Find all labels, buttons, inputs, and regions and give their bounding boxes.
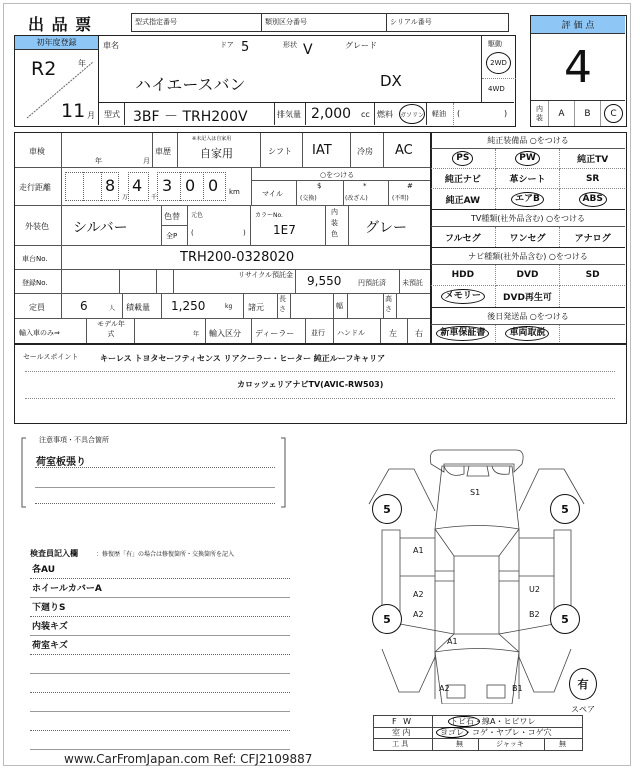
equipment-option-label: PS (452, 151, 473, 166)
equipment-option-label: ワンセグ (509, 233, 546, 244)
interior-grade-row (531, 100, 625, 125)
km-unit: km (229, 188, 240, 196)
displacement-unit: cc (361, 110, 370, 119)
chassis-number: TRH200-0328020 (180, 250, 295, 265)
month-unit: 月 (87, 111, 95, 120)
equipment-option (431, 325, 496, 342)
model-year-label: モデル年式 (97, 320, 125, 338)
left-handle-option: 左 (389, 329, 397, 338)
mileage-label: 走行距離 (19, 183, 51, 192)
mark-star-sub: (改ざん) (345, 195, 368, 202)
mileage-mark-header: ○をつける (320, 171, 355, 179)
mile-label: マイル (262, 190, 283, 198)
interior-grade-c-selected: C (604, 104, 623, 123)
equipment-option (496, 169, 561, 189)
equipment-option (431, 169, 496, 189)
inspection-label: 車検 (29, 147, 45, 156)
recycle-paid: 円預託済 (358, 279, 386, 287)
equipment-grid (431, 149, 625, 209)
odometer-digit: 3 (162, 176, 173, 195)
inspector-sublabel: ：修復歴「有」の場合は修復箇所・交換箇所を記入 (96, 551, 235, 558)
equipment-option (560, 265, 625, 286)
man-unit: 万 (122, 194, 129, 201)
registration-label: 初年度登録 (15, 36, 99, 50)
registration-month: 11 (61, 100, 86, 122)
equipment-option-label: DVD (516, 270, 539, 280)
car-name-label: 車名 (103, 41, 119, 50)
equipment-option-label: 新車保証書 (436, 326, 489, 341)
odometer-digit: 0 (208, 176, 219, 195)
sales-points-line-2: カロッツェリアナビTV(AVIC-RW503) (237, 380, 384, 389)
color-no-label: カラーNo. (255, 212, 283, 219)
equipment-option (560, 149, 625, 169)
orig-paren-close: ) (243, 229, 246, 237)
interior-color: グレー (365, 220, 407, 236)
equipment-option (496, 286, 561, 307)
serial-label: シリアル番号 (390, 18, 432, 26)
jack-value: 無 (559, 740, 566, 748)
equipment-option (496, 189, 561, 209)
equipment-option-label: 純正TV (577, 155, 609, 165)
interior-grade-label: 内装 (531, 101, 549, 126)
equipment-option-label: エアB (511, 192, 544, 207)
equipment-option-label: 純正ナビ (444, 175, 481, 185)
interior-condition-value: ヨゴレ・コゲ・ヤブレ・コゲ穴 (440, 728, 552, 737)
equipment-option-label: 純正AW (445, 195, 481, 206)
damage-mark: S1 (470, 488, 481, 497)
equipment-option-label: 車両取説 (505, 326, 549, 341)
equipment-option (431, 149, 496, 169)
registration-date (15, 50, 99, 125)
handle-label: ハンドル (337, 329, 365, 337)
navi-header: ナビ種類(社外品含む) ○をつける (431, 247, 625, 265)
recycle-amount: 9,550 (307, 274, 342, 288)
equipment-option (431, 227, 496, 247)
ac-value: AC (395, 143, 413, 158)
equipment-option-label: 革シート (509, 175, 546, 185)
import-only-label: 輸入車のみ⇒ (19, 329, 60, 337)
equipment-option (496, 265, 561, 286)
mark-hash: # (407, 182, 413, 190)
load-unit: kg (225, 303, 233, 310)
recycle-unpaid: 未預託 (402, 279, 423, 287)
equipment-option (560, 169, 625, 189)
height-label: 高さ (385, 295, 392, 313)
category-number-label: 類別区分番号 (265, 18, 307, 26)
sales-points-box (14, 344, 627, 424)
equipment-option (431, 265, 496, 286)
equipment-option (560, 227, 625, 247)
inspector-line: 荷室キズ (32, 641, 68, 651)
fuel-gasoline-option: ガソリン (399, 104, 425, 124)
vehicle-info-box (14, 35, 516, 127)
right-handle-option: 右 (415, 329, 423, 338)
watermark: www.CarFromJapan.com Ref: CFJ2109887 (64, 752, 313, 766)
spec-label: 諸元 (248, 303, 264, 312)
capacity-unit: 人 (109, 305, 116, 312)
grade: DX (380, 72, 402, 90)
displacement-label: 排気量 (277, 110, 301, 119)
tire-tread-mark: 5 (372, 494, 402, 524)
fuel-label: 燃料 (377, 110, 393, 119)
notes-box (21, 437, 286, 509)
shift-value: IAT (312, 143, 332, 158)
condition-table (373, 715, 583, 751)
navi-grid (431, 265, 625, 307)
drive-4wd-option: 4WD (488, 85, 505, 93)
equipment-option (496, 149, 561, 169)
exterior-color: シルバー (73, 220, 128, 236)
model-code: 3BF － TRH200V (133, 109, 248, 125)
details-table (14, 132, 432, 344)
damage-mark: U2 (529, 585, 540, 594)
body-shape: V (303, 42, 313, 58)
displacement: 2,000 (311, 106, 352, 122)
mark-dollar-sub: (交換) (300, 195, 317, 202)
damage-mark: A2 (413, 610, 424, 619)
grade-label: グレード (345, 41, 377, 50)
score-box (530, 15, 627, 127)
drive-label: 駆動 (488, 40, 502, 48)
tools-value: 無 (456, 740, 463, 748)
inspector-line: 下廻りS (32, 603, 66, 613)
odometer-digit: 8 (105, 176, 116, 195)
inspector-line: 内装キズ (32, 622, 68, 632)
door-count: 5 (241, 40, 250, 55)
score-label: 評 価 点 (531, 16, 625, 34)
notes-line-1: 荷室板張り (36, 457, 86, 468)
drive-column (481, 36, 515, 102)
ac-label: 冷房 (357, 147, 373, 156)
year-unit: 年 (78, 59, 86, 68)
damage-mark: A1 (413, 546, 424, 555)
equipment-option (496, 325, 561, 342)
recycle-label: リサイクル預託金 (237, 271, 293, 279)
tire-tread-mark: 5 (550, 604, 580, 634)
spare-label: スペア (571, 705, 595, 714)
fw-label: F W (392, 717, 414, 726)
damage-mark: B1 (512, 684, 523, 693)
tire-tread-mark: 5 (372, 604, 402, 634)
tv-header: TV種類(社外品含む) ○をつける (431, 209, 625, 227)
tv-grid (431, 227, 625, 247)
equipment-option (560, 286, 625, 307)
import-type-label: 輸入区分 (209, 329, 241, 338)
orig-paren-open: ( (191, 229, 194, 237)
equipment-table (430, 132, 627, 344)
later-grid (431, 325, 625, 342)
equipment-option (431, 286, 496, 307)
damage-mark: A2 (439, 684, 450, 693)
later-header: 後日発送品 ○をつける (431, 307, 625, 325)
diesel-paren-open: ( (457, 109, 461, 118)
equipment-option-label: ABS (579, 192, 607, 207)
all-paint-label: 全P (166, 232, 178, 240)
load-label: 積載量 (126, 303, 150, 312)
model-year-unit: 年 (193, 331, 200, 338)
damage-mark: A2 (413, 590, 424, 599)
exterior-color-label: 外装色 (25, 222, 49, 231)
chassis-label: 車台No. (22, 255, 48, 263)
notes-label: 注意事項・不具合箇所 (39, 436, 109, 444)
sen-unit: 千 (151, 194, 158, 201)
shift-label: シフト (268, 147, 292, 156)
equipment-option-label: メモリー (441, 289, 485, 304)
drive-2wd-option: 2WD (486, 52, 511, 74)
equipment-option-label: SD (585, 270, 600, 280)
inspection-year-unit: 年 (95, 157, 102, 165)
jack-label: ジャッキ (496, 740, 524, 748)
interior-grade-a: A (549, 101, 575, 126)
mark-dollar: $ (317, 182, 322, 190)
equipment-header: 純正装備品 ○をつける (431, 133, 625, 149)
sheet-title: 出 品 票 (28, 15, 93, 34)
score-value: 4 (564, 41, 592, 93)
sales-points-label: セールスポイント (23, 353, 79, 361)
reg-no-label: 登録No. (22, 279, 48, 287)
equipment-option-label: PW (515, 151, 540, 166)
load: 1,250 (171, 299, 206, 313)
equipment-option (560, 189, 625, 209)
odometer-digit: 4 (132, 176, 143, 195)
original-color-label: 元色 (191, 212, 204, 219)
model-designation-label: 型式指定番号 (135, 18, 177, 26)
capacity: 6 (80, 299, 88, 313)
diesel-paren-close: ) (504, 109, 508, 118)
history-note: ※未記入は自家用 (192, 136, 232, 142)
spare-tire-mark: 有 (569, 668, 597, 700)
capacity-label: 定員 (29, 303, 45, 312)
length-label: 長さ (279, 295, 286, 313)
diesel-label: 軽油 (432, 110, 446, 118)
equipment-option-label: SR (585, 173, 600, 184)
color-change-label: 色替 (164, 212, 180, 221)
damage-mark: A1 (447, 637, 458, 646)
damage-mark: B2 (529, 610, 540, 619)
inspector-line: 各AU (32, 565, 55, 575)
model-label: 型式 (104, 110, 120, 119)
interior-grade-b: B (575, 101, 601, 126)
equipment-option-label: アナログ (574, 233, 611, 244)
equipment-option (431, 189, 496, 209)
interior-condition-label: 室 内 (392, 728, 411, 737)
mark-hash-sub: (不明) (392, 195, 409, 202)
equipment-option (496, 227, 561, 247)
inspector-line: ホイールカバーA (32, 584, 102, 594)
interior-color-label: 内装色 (331, 208, 338, 238)
door-label: ドア (220, 41, 234, 49)
color-no: 1E7 (273, 223, 296, 237)
sales-points-line-1: キーレス トヨタセーフティセンス リアクーラー・ヒーター 純正ルーフキャリア (100, 354, 386, 363)
header-numbers-box (131, 13, 509, 32)
width-label: 幅 (336, 302, 343, 310)
history-value: 自家用 (200, 147, 233, 160)
car-name: ハイエースバン (135, 75, 246, 94)
tire-tread-mark: 5 (550, 494, 580, 524)
equipment-option (560, 325, 625, 342)
dealer-option: ディーラー (255, 329, 295, 338)
fw-value: トビ石・線A・ヒビワレ (450, 717, 536, 726)
car-damage-diagram (364, 444, 624, 704)
inspection-month-unit: 月 (143, 157, 150, 165)
auction-sheet (3, 3, 631, 766)
tools-label: 工 具 (392, 740, 409, 748)
shape-label: 形状 (283, 41, 297, 49)
odometer-digit: 0 (185, 176, 196, 195)
equipment-option-label: HDD (451, 270, 475, 280)
equipment-option-label: フルセグ (445, 233, 481, 244)
registration-era-year: R2 (31, 58, 57, 80)
parallel-option: 並行 (311, 329, 325, 337)
model-row (99, 102, 514, 125)
mark-star: * (363, 182, 367, 190)
inspector-label: 検査員記入欄 (30, 549, 78, 558)
equipment-option-label: DVD再生可 (503, 293, 552, 303)
history-label: 車歴 (155, 147, 171, 156)
